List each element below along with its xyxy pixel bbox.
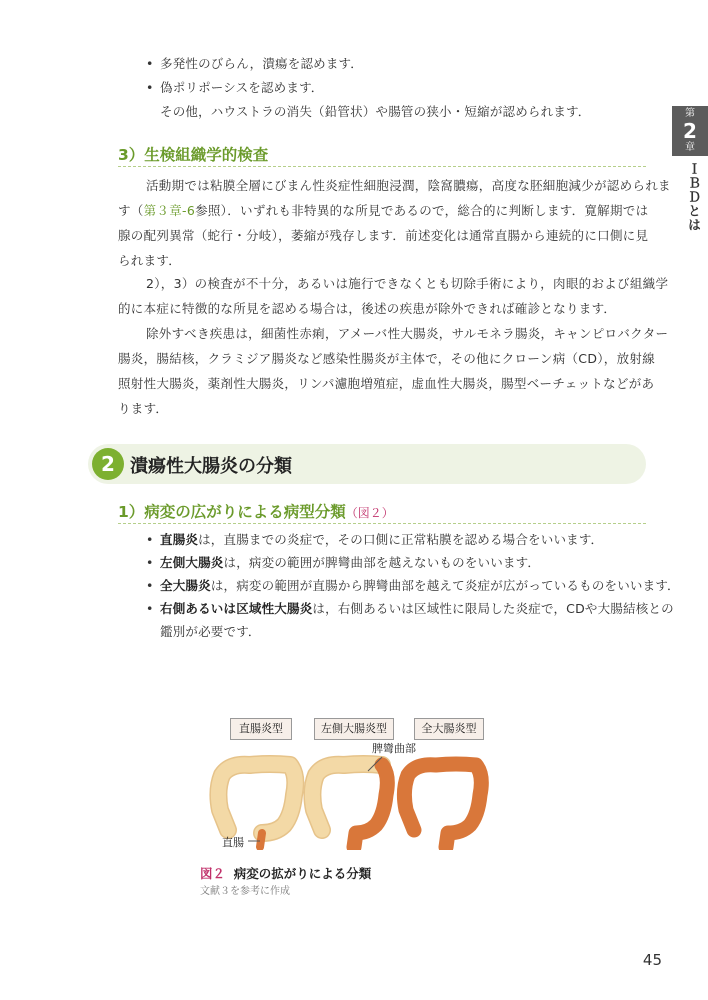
colon-pancolitis — [404, 764, 481, 847]
top-bullet-1: • 多発性のびらん，潰瘍を認めます． — [146, 54, 363, 74]
biopsy-paragraph-1: 活動期では粘膜全層にびまん性炎症性細胞浸潤，陰窩膿瘍，高度な胚細胞減少が認められま す（第３章-6参照）．いずれも非特異的な所見であるので，総合的に判断します．寛解期では 腺の配列異常（蛇行・分岐），萎縮が残存します．前述変化は通常直腸から連続的に口側に見 られます． — [118, 178, 671, 268]
heading-divider — [118, 166, 646, 167]
colon-left-sided — [312, 764, 387, 847]
chapter-side-label: ＩＢＤとは — [685, 162, 700, 232]
classification-item: • 直腸炎は，直腸までの炎症で，その口側に正常粘膜を認める場合をいいます． — [146, 532, 604, 547]
annotation-splenic-flexure: 脾彎曲部 — [372, 742, 416, 755]
classification-item: • 左側大腸炎は，病変の範囲が脾彎曲部を越えないものをいいます． — [146, 555, 541, 570]
section-title: 潰瘍性大腸炎の分類 — [130, 456, 292, 477]
bullet-dot: • — [146, 56, 154, 71]
chapter-suffix: 章 — [685, 142, 695, 153]
figure-label-left-sided: 左側大腸炎型 — [314, 718, 394, 740]
annotation-rectum: 直腸 — [222, 836, 244, 849]
chapter-reference: 第３章-6 — [143, 203, 196, 218]
top-bullet-2: • 偽ポリポーシスを認めます． — [146, 78, 323, 98]
chapter-tab — [672, 106, 708, 156]
figure-reference: （図２） — [345, 506, 394, 520]
classification-item: • 全大腸炎は，病変の範囲が直腸から脾彎曲部を越えて炎症が広がっているものをいいます． — [146, 578, 680, 593]
figure-number: 図２ — [200, 866, 226, 881]
subsection-heading-biopsy: 3）生検組織学的検査 — [118, 146, 269, 164]
bullet-dot: • — [146, 80, 154, 95]
colon-diagram — [200, 735, 500, 850]
biopsy-paragraph-2: 2），3）の検査が不十分，あるいは施行できなくとも切除手術により，肉眼的および組織学 的に本症に特徴的な所見を認める場合は，後述の疾患が除外できれば確診となります． 除外すべき疾患は，細菌性赤痢，アメーバ性大腸炎，サルモネラ腸炎，キャンピロバクター 腸炎，腸結核，クラミジア腸炎など感染性腸炎が主体で，その他にクローン病（CD），放射線 照射性大腸炎，薬剤性大腸炎，リンパ濾胞増殖症，虚血性大腸炎，腸型ベーチェットなどがあ ります． — [118, 276, 669, 416]
figure-source: 文献３を参考に作成 — [200, 886, 290, 897]
figure-label-pancolitis: 全大腸炎型 — [414, 718, 484, 740]
subsection-heading-classification: 1）病変の広がりによる病型分類（図２） — [118, 503, 394, 521]
chapter-number: 2 — [683, 119, 697, 143]
heading-divider — [118, 523, 646, 524]
page-number: 45 — [642, 951, 662, 969]
top-continuation: その他，ハウストラの消失（鉛管状）や腸管の狭小・短縮が認められます． — [160, 104, 591, 119]
chapter-prefix: 第 — [685, 108, 695, 119]
figure-label-proctitis: 直腸炎型 — [230, 718, 292, 740]
figure-caption: 図２ 病変の拡がりによる分類 — [200, 866, 372, 881]
classification-item: • 右側あるいは区域性大腸炎は，右側あるいは区域性に限局した炎症で，CDや大腸結核との — [146, 601, 674, 616]
section-number-badge: 2 — [92, 448, 124, 480]
classification-continuation: 鑑別が必要です． — [160, 624, 261, 639]
